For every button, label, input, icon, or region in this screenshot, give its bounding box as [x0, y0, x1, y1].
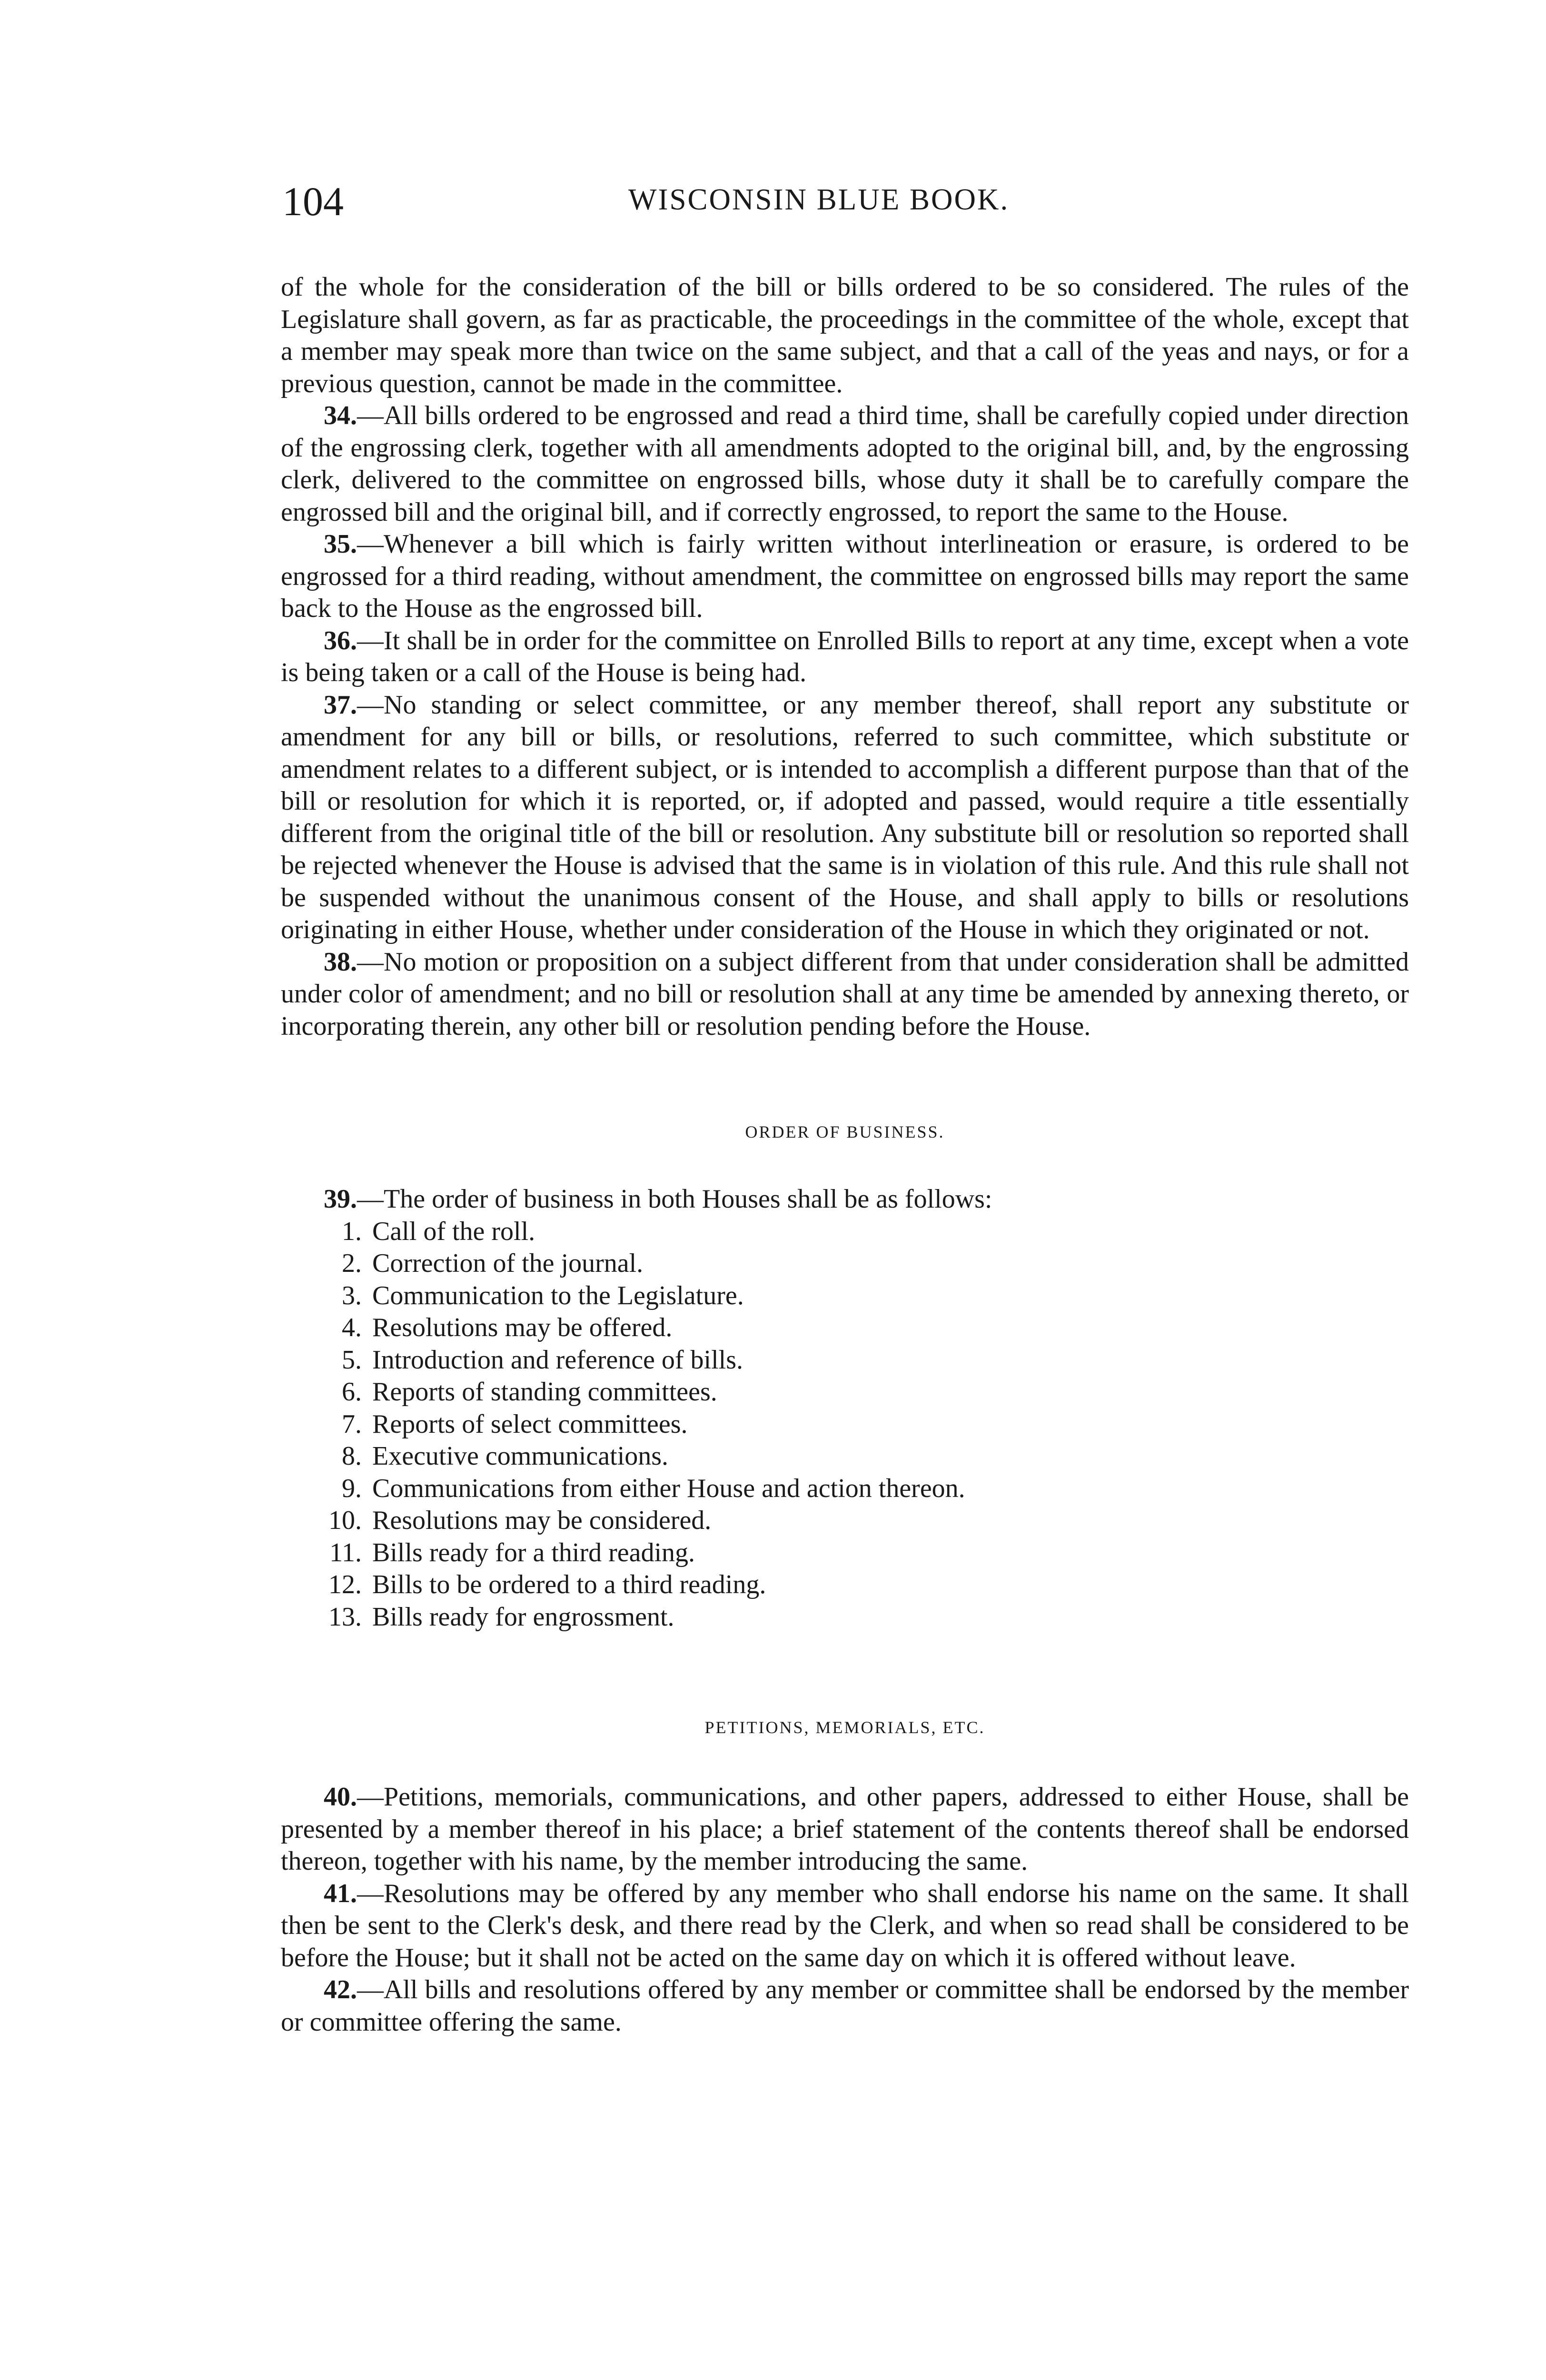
rule-text: —The order of business in both Houses shall be as follows: — [357, 1184, 992, 1214]
list-item-text: Bills ready for a third reading. — [372, 1537, 695, 1567]
section-heading-petitions: PETITIONS, MEMORIALS, ETC. — [704, 1718, 985, 1737]
list-item-text: Communication to the Legislature. — [372, 1280, 744, 1310]
list-item-text: Reports of select committees. — [372, 1409, 688, 1439]
rule-36 — [281, 625, 1409, 689]
rule-number: 40. — [324, 1782, 357, 1812]
list-item-number: 2. — [342, 1249, 362, 1278]
rule-text: —It shall be in order for the committee on Enrolled Bills to report at any time, except when a vote is being taken or a call of the House is being had. — [281, 625, 1409, 687]
list-item — [281, 1505, 1409, 1537]
rule-number: 39. — [324, 1184, 357, 1214]
list-item — [281, 1569, 1409, 1601]
list-item — [281, 1312, 1409, 1344]
list-item — [281, 1280, 1409, 1312]
list-item-text: Bills to be ordered to a third reading. — [372, 1570, 766, 1599]
list-item-text: Resolutions may be offered. — [372, 1313, 673, 1342]
rule-text: —All bills and resolutions offered by any member or committee shall be endorsed by the member or committee offering the same. — [281, 1975, 1409, 2037]
rule-number: 38. — [324, 947, 357, 977]
list-item-text: Executive communications. — [372, 1441, 669, 1471]
list-item-number: 1. — [342, 1216, 362, 1246]
page-number: 104 — [282, 178, 344, 224]
list-item-text: Call of the roll. — [372, 1216, 535, 1246]
list-item — [281, 1473, 1409, 1505]
list-item-text: Bills ready for engrossment. — [372, 1602, 674, 1632]
rule-text: —No motion or proposition on a subject different from that under consideration shall be admitted under color of amendment; and no bill or resolution shall at any time be amended by annexing thereto, or incorporating therein, any other bill or resolution pending before the House. — [281, 947, 1409, 1041]
rule-text: —All bills ordered to be engrossed and read a third time, shall be carefully copied under direction of the engrossing clerk, together with all amendments adopted to the original bill, and, by the engrossing clerk, delivered to the committee on engrossed bills, whose duty it shall be to carefully compare the engrossed bill and the original bill, and if correctly engrossed, to report the same to the House. — [281, 401, 1409, 527]
rule-40 — [281, 1781, 1409, 1878]
paragraph-text: of the whole for the consideration of the bill or bills ordered to be so considered. The rules of the Legislature shall govern, as far as practicable, the proceedings in the committee of the whole, except that a member may speak more than twice on the same subject, and that a call of the yeas and nays, or for a previous question, cannot be made in the committee. — [281, 272, 1409, 398]
rule-number: 36. — [324, 625, 357, 655]
running-title: WISCONSIN BLUE BOOK. — [628, 183, 1010, 216]
list-item — [281, 1601, 1409, 1634]
order-of-business-list — [281, 1216, 1409, 1634]
rule-41 — [281, 1878, 1409, 1974]
list-item-number: 11. — [329, 1537, 362, 1567]
rule-number: 34. — [324, 401, 357, 430]
list-item — [281, 1344, 1409, 1377]
list-item-number: 8. — [342, 1441, 362, 1471]
rule-35 — [281, 528, 1409, 625]
list-item-number: 6. — [342, 1377, 362, 1407]
page-body — [281, 271, 1409, 2038]
rule-text: —Resolutions may be offered by any member who shall endorse his name on the same. It shall then be sent to the Clerk's desk, and there read by the Clerk, and when so read shall be considered to be before the House; but it shall not be acted on the same day on which it is offered without leave. — [281, 1878, 1409, 1973]
list-item — [281, 1408, 1409, 1441]
list-item-text: Reports of standing committees. — [372, 1377, 717, 1407]
list-item — [281, 1537, 1409, 1569]
list-item-number: 10. — [328, 1506, 362, 1535]
list-item-text: Correction of the journal. — [372, 1249, 644, 1278]
rule-number: 37. — [324, 690, 357, 720]
list-item-number: 9. — [342, 1473, 362, 1503]
rule-38 — [281, 946, 1409, 1043]
list-item-number: 3. — [342, 1280, 362, 1310]
rule-39 — [281, 1183, 1409, 1216]
rule-number: 42. — [324, 1975, 357, 2004]
rule-number: 35. — [324, 529, 357, 559]
rule-34 — [281, 400, 1409, 528]
rule-37 — [281, 689, 1409, 946]
list-item-number: 7. — [342, 1409, 362, 1439]
rule-text: —No standing or select committee, or any member thereof, shall report any substitute or amendment for any bill or bills, or resolutions, referred to such committee, which substitute or amendment relates to a different subject, or is intended to accomplish a different purpose than that of the bill or resolution for which it is reported, or, if adopted and passed, would require a title essentially different from the original title of the bill or resolution. Any substitute bill or resolution so reported shall be rejected whenever the House is advised that the same is in violation of this rule. And this rule shall not be suspended without the unanimous consent of the House, and shall apply to bills or resolutions originating in either House, whether under consideration of the House in which they originated or not. — [281, 690, 1409, 944]
list-item-number: 5. — [342, 1345, 362, 1375]
paragraph-continuation — [281, 271, 1409, 400]
list-item-text: Introduction and reference of bills. — [372, 1345, 743, 1375]
rule-text: —Petitions, memorials, communications, and other papers, addressed to either House, shall be presented by a member thereof in his place; a brief statement of the contents thereof shall be endorsed thereon, together with his name, by the member introducing the same. — [281, 1782, 1409, 1876]
list-item-text: Communications from either House and action thereon. — [372, 1473, 965, 1503]
rule-number: 41. — [324, 1878, 357, 1908]
rule-42 — [281, 1974, 1409, 2038]
list-item — [281, 1216, 1409, 1248]
section-heading-order-of-business: ORDER OF BUSINESS. — [745, 1122, 945, 1141]
rule-text: —Whenever a bill which is fairly written without interlineation or erasure, is ordered to be engrossed for a third reading, without amendment, the committee on engrossed bills may report the same back to the House as the engrossed bill. — [281, 529, 1409, 623]
list-item-number: 4. — [342, 1313, 362, 1342]
list-item-number: 12. — [328, 1570, 362, 1599]
list-item — [281, 1440, 1409, 1473]
list-item-text: Resolutions may be considered. — [372, 1506, 712, 1535]
list-item-number: 13. — [328, 1602, 362, 1632]
list-item — [281, 1376, 1409, 1408]
list-item — [281, 1248, 1409, 1280]
